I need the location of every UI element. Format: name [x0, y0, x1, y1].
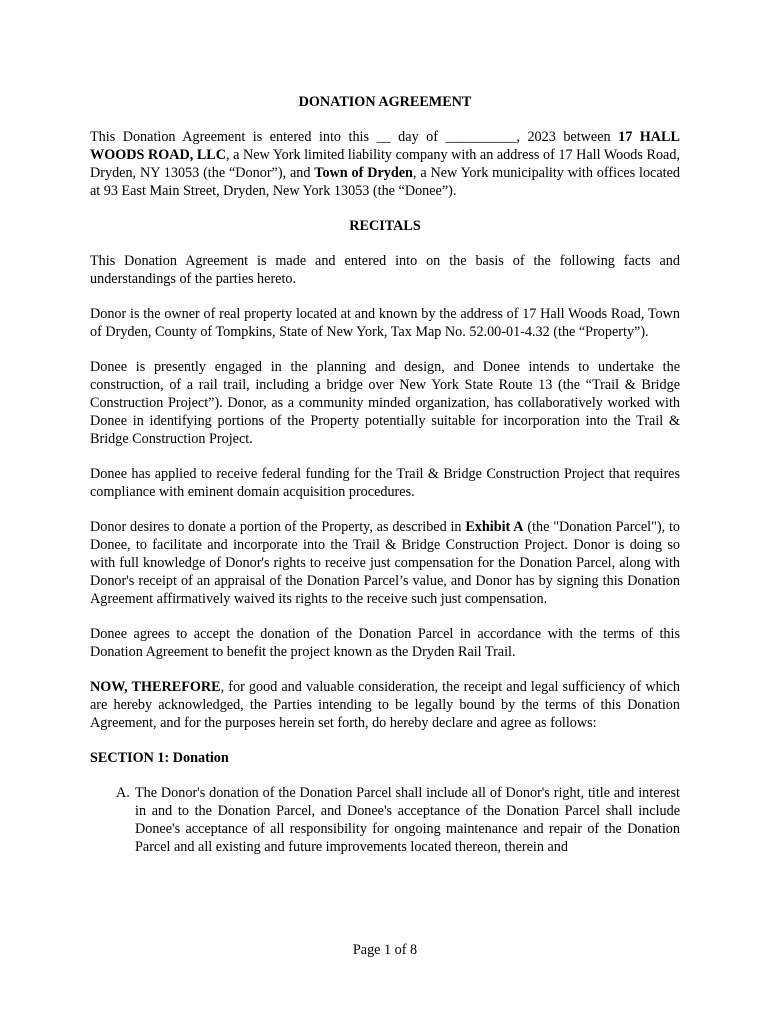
intro-text-1: This Donation Agreement is entered into this __ day of __________, 2023 between: [90, 129, 619, 145]
now-therefore-text: , for good and valuable consideration, the receipt and legal sufficiency of which are hereby acknowledged, the Parties intending to be legally bound by the terms of this Donation Agreement, and for the purposes herein set forth, do hereby declare and agree as follows:: [90, 679, 680, 731]
exhibit-reference: Exhibit A: [465, 519, 524, 535]
now-therefore-paragraph: [90, 678, 680, 732]
recital-paragraph: [90, 518, 680, 608]
recital-paragraph: Donor is the owner of real property located at and known by the address of 17 Hall Woods Road, Town of Dryden, County of Tompkins, State of New York, Tax Map No. 52.00-01-4.32 (the “Property”).: [90, 306, 680, 340]
donor-name: 17 HALL WOODS ROAD, LLC: [90, 129, 680, 163]
recital-paragraph: Donee has applied to receive federal funding for the Trail & Bridge Construction Project that requires compliance with eminent domain acquisition procedures.: [90, 466, 680, 500]
list-item: [116, 784, 680, 856]
recitals-heading: RECITALS: [349, 218, 421, 234]
recital-paragraph: This Donation Agreement is made and entered into on the basis of the following facts and understandings of the parties hereto.: [90, 253, 680, 287]
intro-text-2: , a New York limited liability company with an address of 17 Hall Woods Road, Dryden, NY 13053 (the “Donor”), and: [90, 147, 680, 181]
list-item-text: The Donor's donation of the Donation Parcel shall include all of Donor's right, title and interest in and to the Donation Parcel, and Donee's acceptance of the Donation Parcel shall include Donee's acceptance of all responsibility for ongoing maintenance and repair of the Donation Parcel and all existing and future improvements located thereon, therein and: [135, 785, 680, 855]
document-body: [90, 93, 680, 856]
donee-name: Town of Dryden: [314, 165, 413, 181]
now-therefore-lead: NOW, THEREFORE: [90, 679, 221, 695]
recital-text: Donor desires to donate a portion of the Property, as described in: [90, 519, 466, 535]
intro-text-3: , a New York municipality with offices located at 93 East Main Street, Dryden, New York 13053 (the “Donee”).: [90, 165, 680, 199]
page-number: Page 1 of 8: [352, 942, 418, 958]
document-title: DONATION AGREEMENT: [298, 94, 472, 110]
recital-text: (the "Donation Parcel"), to Donee, to facilitate and incorporate into the Trail & Bridge Construction Project. Donor is doing so with full knowledge of Donor's rights to receive just compensation for the Donation Parcel, along with Donor's receipt of an appraisal of the Donation Parcel’s value, and Donor has by signing this Donation Agreement affirmatively waived its rights to the receive such just compensation.: [90, 519, 680, 607]
list-marker: A.: [116, 785, 130, 801]
recital-paragraph: Donee agrees to accept the donation of the Donation Parcel in accordance with the terms of this Donation Agreement to benefit the project known as the Dryden Rail Trail.: [90, 626, 680, 660]
recital-paragraph: Donee is presently engaged in the planning and design, and Donee intends to undertake the construction, of a rail trail, including a bridge over New York State Route 13 (the “Trail & Bridge Construction Project”). Donor, as a community minded organization, has collaboratively worked with Donee in identifying portions of the Property potentially suitable for incorporation into the Trail & Bridge Construction Project.: [90, 359, 680, 447]
section-1-heading: SECTION 1: Donation: [90, 750, 229, 766]
intro-paragraph: [90, 128, 680, 200]
